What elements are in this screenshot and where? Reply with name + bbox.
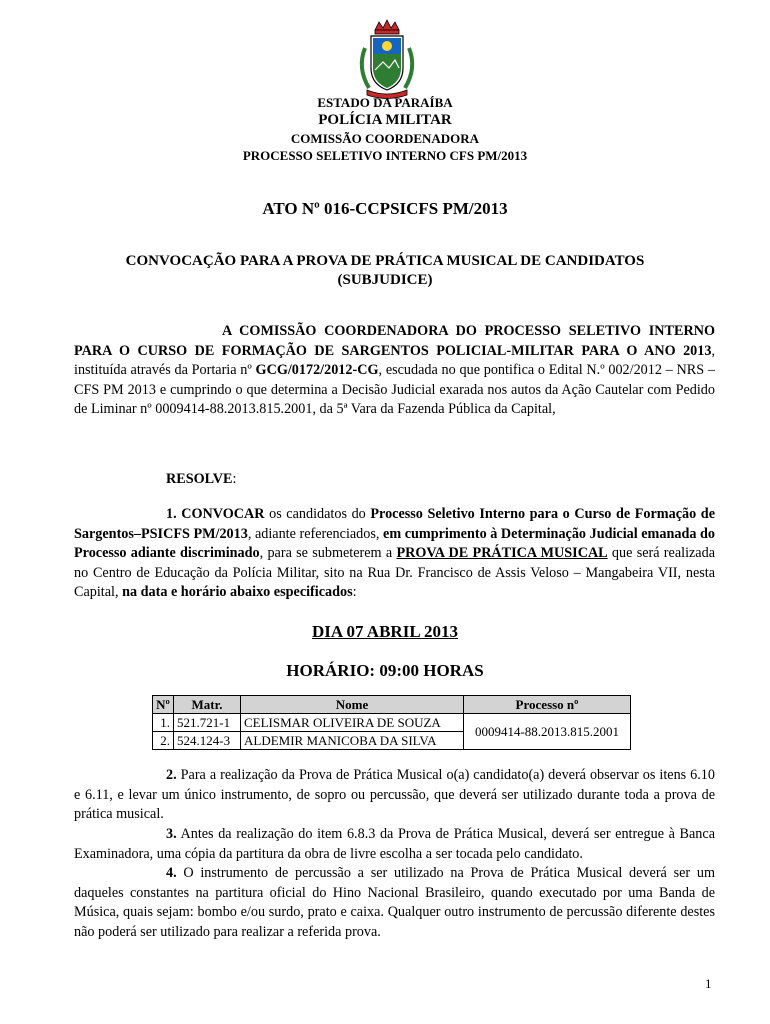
item-3-number: 3. <box>166 826 177 842</box>
resolve-label: RESOLVE <box>166 471 233 487</box>
col-header-number: Nº <box>153 696 174 714</box>
preamble-paragraph: A COMISSÃO COORDENADORA DO PROCESSO SELETIVO INTERNO PARA O CURSO DE FORMAÇÃO DE SARGENTOS POLICIAL-MILITAR PARA O ANO 2013, instituída através da Portaria nº GCG/0172/2012-CG, escudada no que pontifica o Edital N.º 002/2012 – NRS – CFS PM 2013 e cumprindo o que determina a Decisão Judicial exarada nos autos da Ação Cautelar com Pedido de Liminar nº 0009414-88.2013.815.2001, da 5ª Vara da Fazenda Pública da Capital, <box>74 323 715 418</box>
item-3-paragraph: 3. Antes da realização do item 6.8.3 da Prova de Prática Musical, deverá ser entregue à Banca Examinadora, uma cópia da partitura da obra de livre escolha a ser tocada pelo candidato. <box>74 826 715 862</box>
table-row: 1. 521.721-1 CELISMAR OLIVEIRA DE SOUZA 0009414-88.2013.815.2001 <box>153 714 631 732</box>
subject-line-2: (SUBJUDICE) <box>337 272 433 288</box>
subject-line-1: CONVOCAÇÃO PARA A PROVA DE PRÁTICA MUSICAL DE CANDIDATOS <box>125 253 645 269</box>
exam-name: PROVA DE PRÁTICA MUSICAL <box>396 545 608 562</box>
col-header-matr: Matr. <box>174 696 241 714</box>
item-4-number: 4. <box>166 865 177 881</box>
item-4-paragraph: 4. O instrumento de percussão a ser utilizado na Prova de Prática Musical deverá ser um daqueles constantes na partitura oficial do Hino Nacional Brasileiro, quando executado por uma Banda de Música, quais sejam: bombo e/ou surdo, prato e caixa. Qualquer outro instrumento de percussão diferente destes não poderá ser utilizado para realizar a referida prova. <box>74 865 715 940</box>
exam-time: HORÁRIO: 09:00 HORAS <box>286 661 484 680</box>
preamble-lead: A COMISSÃO COORDENADORA DO PROCESSO SELETIVO INTERNO PARA O CURSO DE FORMAÇÃO DE SARGENTOS POLICIAL-MILITAR PARA O ANO 2013 <box>74 323 715 359</box>
page-number: 1 <box>705 976 712 991</box>
col-header-process: Processo nº <box>464 696 631 714</box>
table-row: 2. 524.124-3 ALDEMIR MANICOBA DA SILVA <box>153 732 631 750</box>
resolve-line: RESOLVE: <box>166 471 237 487</box>
coat-of-arms-icon <box>353 18 421 100</box>
exam-date: DIA 07 ABRIL 2013 <box>312 622 458 641</box>
process-number-cell: 0009414-88.2013.815.2001 <box>464 714 631 750</box>
portaria-ref: GCG/0172/2012-CG <box>255 362 379 379</box>
act-title: ATO Nº 016-CCPSICFS PM/2013 <box>262 199 508 218</box>
item-1-number: 1. CONVOCAR <box>166 506 265 522</box>
candidates-table <box>152 695 631 750</box>
item-2-number: 2. <box>166 767 177 783</box>
header-police: POLÍCIA MILITAR <box>318 112 452 128</box>
item-2-paragraph: 2. Para a realização da Prova de Prática Musical o(a) candidato(a) deverá observar os itens 6.10 e 6.11, e levar um único instrumento, de sopro ou percussão, que deverá ser utilizado durante toda a prova de prática musical. <box>74 767 715 823</box>
table-header-row <box>153 696 631 714</box>
item-1-paragraph: 1. CONVOCAR os candidatos do Processo Seletivo Interno para o Curso de Formação de Sargentos–PSICFS PM/2013, adiante referenciados, em cumprimento à Determinação Judicial emanada do Processo adiante discriminado, para se submeterem a PROVA DE PRÁTICA MUSICAL que será realizada no Centro de Educação da Polícia Militar, sito na Rua Dr. Francisco de Assis Veloso – Mangabeira VII, nesta Capital, na data e horário abaixo especificados: <box>74 506 716 601</box>
header-process: PROCESSO SELETIVO INTERNO CFS PM/2013 <box>242 148 528 163</box>
header-state: ESTADO DA PARAÍBA <box>317 95 453 110</box>
header-commission: COMISSÃO COORDENADORA <box>290 131 480 146</box>
col-header-name: Nome <box>241 696 464 714</box>
